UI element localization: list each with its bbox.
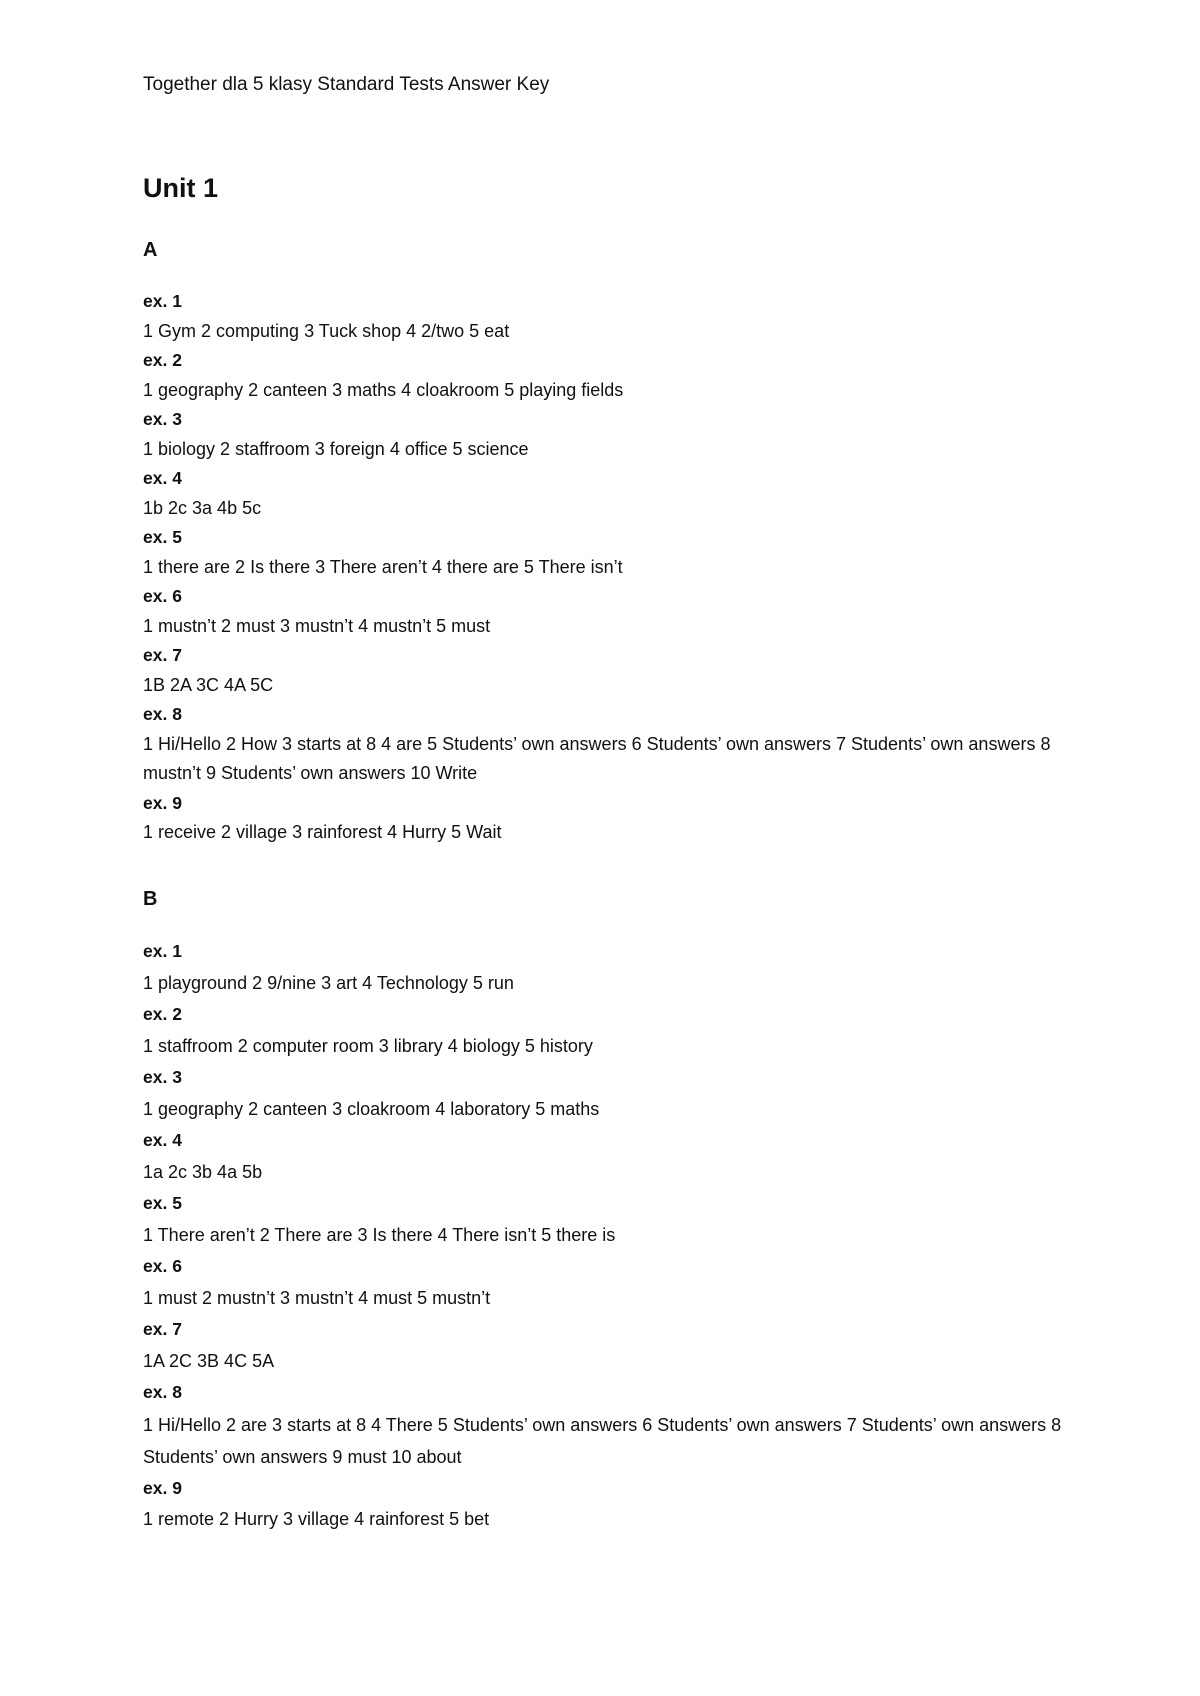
exercise-item bbox=[143, 700, 1103, 789]
section-heading: B bbox=[143, 888, 158, 910]
exercise-item bbox=[143, 287, 1103, 346]
exercise-answers: 1B 2A 3C 4A 5C bbox=[143, 674, 274, 695]
section-heading: A bbox=[143, 239, 158, 261]
exercise-answers: 1 staffroom 2 computer room 3 library 4 biology 5 history bbox=[143, 1035, 593, 1056]
exercise-label: ex. 2 bbox=[143, 1004, 182, 1024]
exercise-item bbox=[143, 936, 1103, 999]
exercise-answers: 1 there are 2 Is there 3 There aren’t 4 there are 5 There isn’t bbox=[143, 556, 623, 577]
section-a bbox=[143, 237, 1103, 848]
exercise-label: ex. 7 bbox=[143, 1319, 182, 1339]
exercise-item bbox=[143, 1062, 1103, 1125]
exercise-item bbox=[143, 1473, 1103, 1536]
exercise-label: ex. 9 bbox=[143, 1477, 182, 1498]
running-header: Together dla 5 klasy Standard Tests Answer Key bbox=[143, 74, 550, 95]
document-page bbox=[143, 0, 1103, 1696]
exercise-label: ex. 1 bbox=[143, 291, 182, 311]
exercise-answers: 1 biology 2 staffroom 3 foreign 4 office 5 science bbox=[143, 438, 529, 459]
exercise-label: ex. 3 bbox=[143, 409, 182, 429]
exercise-answers: 1 playground 2 9/nine 3 art 4 Technology 5 run bbox=[143, 972, 514, 993]
exercise-answers: 1b 2c 3a 4b 5c bbox=[143, 497, 262, 518]
exercise-label: ex. 4 bbox=[143, 468, 182, 488]
exercise-answers: 1 Hi/Hello 2 are 3 starts at 8 4 There 5 Students’ own answers 6 Students’ own answers 7 Students’ own answers 8 Students’ own answers 9 must 10 about bbox=[143, 1414, 1062, 1467]
exercise-item bbox=[143, 346, 1103, 405]
exercise-answers: 1 must 2 mustn’t 3 mustn’t 4 must 5 mustn’t bbox=[143, 1287, 491, 1308]
exercise-answers: 1 mustn’t 2 must 3 mustn’t 4 mustn’t 5 must bbox=[143, 615, 491, 636]
exercise-item bbox=[143, 641, 1103, 700]
unit-title: Unit 1 bbox=[143, 173, 219, 203]
exercise-answers: 1A 2C 3B 4C 5A bbox=[143, 1350, 275, 1371]
exercise-answers: 1 receive 2 village 3 rainforest 4 Hurry 5 Wait bbox=[143, 822, 502, 842]
exercise-label: ex. 6 bbox=[143, 586, 182, 606]
exercise-item bbox=[143, 999, 1103, 1062]
exercise-label: ex. 1 bbox=[143, 941, 182, 961]
exercise-label: ex. 3 bbox=[143, 1067, 182, 1087]
exercise-item bbox=[143, 523, 1103, 582]
exercise-label: ex. 8 bbox=[143, 704, 182, 724]
exercise-label: ex. 9 bbox=[143, 792, 182, 813]
exercise-label: ex. 5 bbox=[143, 1193, 182, 1213]
exercise-item bbox=[143, 789, 1103, 848]
exercise-item bbox=[143, 1188, 1103, 1251]
exercise-item bbox=[143, 1125, 1103, 1188]
exercise-answers: 1 There aren’t 2 There are 3 Is there 4 There isn’t 5 there is bbox=[143, 1224, 616, 1245]
exercise-answers: 1 remote 2 Hurry 3 village 4 rainforest 5 bet bbox=[143, 1509, 490, 1529]
exercise-item bbox=[143, 405, 1103, 464]
exercise-item bbox=[143, 464, 1103, 523]
section-b bbox=[143, 886, 1103, 1536]
exercise-answers: 1 geography 2 canteen 3 maths 4 cloakroom 5 playing fields bbox=[143, 379, 624, 400]
exercise-label: ex. 7 bbox=[143, 645, 182, 665]
exercise-label: ex. 2 bbox=[143, 350, 182, 370]
exercise-label: ex. 8 bbox=[143, 1382, 182, 1402]
exercise-item bbox=[143, 1251, 1103, 1314]
exercise-label: ex. 4 bbox=[143, 1130, 182, 1150]
exercise-label: ex. 5 bbox=[143, 527, 182, 547]
exercise-item bbox=[143, 1314, 1103, 1377]
exercise-item bbox=[143, 582, 1103, 641]
exercise-answers: 1 Gym 2 computing 3 Tuck shop 4 2/two 5 eat bbox=[143, 320, 510, 341]
exercise-answers: 1 Hi/Hello 2 How 3 starts at 8 4 are 5 Students’ own answers 6 Students’ own answers 7 Students’ own answers 8 mustn’t 9 Students’ own answers 10 Write bbox=[143, 733, 1051, 783]
exercise-list bbox=[143, 936, 1103, 1536]
exercise-answers: 1a 2c 3b 4a 5b bbox=[143, 1161, 263, 1182]
exercise-label: ex. 6 bbox=[143, 1256, 182, 1276]
exercise-list bbox=[143, 287, 1103, 848]
exercise-answers: 1 geography 2 canteen 3 cloakroom 4 laboratory 5 maths bbox=[143, 1098, 600, 1119]
exercise-item bbox=[143, 1377, 1103, 1473]
